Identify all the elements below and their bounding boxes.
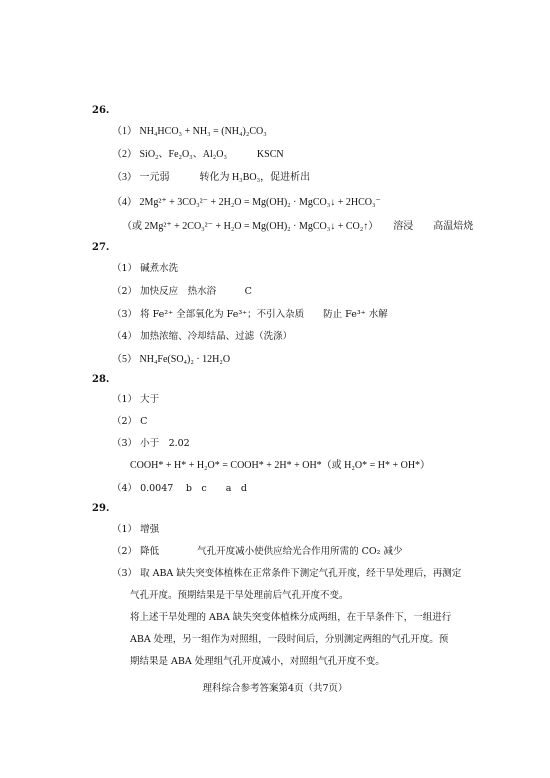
q28-part-4: （4） 0.0047 b c a d xyxy=(112,483,247,494)
q27-part-1: （1） 碱煮水洗 xyxy=(112,263,179,274)
q26-part-3: （3） 一元弱 转化为 H₃BO₃，促进析出 xyxy=(112,172,311,183)
question-29-number: 29. xyxy=(92,503,110,514)
q29-part-3-line-4: ABA 处理，另一组作为对照组，一段时间后，分别测定两组的气孔开度。预 xyxy=(130,634,449,645)
q28-part-1: （1） 大于 xyxy=(112,394,160,405)
q26-part-4-alt: （或 2Mg²⁺ + 2CO₃²⁻ + H₂O = Mg(OH)₂ · MgCO₃↓ + CO₂↑） 溶浸 高温焙烧 xyxy=(122,221,474,232)
q26-part-4: （4） 2Mg²⁺ + 3CO₃²⁻ + 2H₂O = Mg(OH)₂ · MgCO₃↓ + 2HCO₃⁻ xyxy=(112,197,381,208)
q29-part-3-line-3: 将上述干旱处理的 ABA 缺失突变体植株分成两组，在干旱条件下，一组进行 xyxy=(130,612,452,623)
q26-part-2: （2） SiO₂、Fe₂O₃、Al₂O₃ KSCN xyxy=(112,149,284,160)
q29-part-1: （1） 增强 xyxy=(112,524,160,535)
q29-part-3-line-2: 气孔开度。预期结果是干旱处理前后气孔开度不变。 xyxy=(130,590,349,601)
q27-part-2: （2） 加快反应 热水浴 C xyxy=(112,286,252,297)
q27-part-5: （5） NH₄Fe(SO₄)₂ · 12H₂O xyxy=(112,354,231,365)
q27-part-3: （3） 将 Fe²⁺ 全部氧化为 Fe³⁺；不引入杂质 防止 Fe³⁺ 水解 xyxy=(112,309,388,320)
q29-part-3-line-5: 期结果是 ABA 处理组气孔开度减小，对照组气孔开度不变。 xyxy=(130,656,385,667)
page-footer: 理科综合参考答案第4页（共7页） xyxy=(202,683,348,694)
question-28-number: 28. xyxy=(92,374,110,385)
q29-part-2: （2） 降低 气孔开度减小使供应给光合作用所需的 CO₂ 减少 xyxy=(112,546,403,557)
q29-part-3-line-1: （3） 取 ABA 缺失突变体植株在正常条件下测定气孔开度，经干旱处理后，再测定 xyxy=(112,568,462,579)
q27-part-4: （4） 加热浓缩、冷却结晶、过滤（洗涤） xyxy=(112,331,293,342)
question-26-number: 26. xyxy=(92,105,110,116)
q28-part-3-equation: COOH* + H* + H₂O* = COOH* + 2H* + OH*（或 H₂O* = H* + OH*） xyxy=(130,460,431,471)
q28-part-3: （3） 小于 2.02 xyxy=(112,438,190,449)
q28-part-2: （2） C xyxy=(112,416,148,427)
question-27-number: 27. xyxy=(92,242,110,253)
q26-part-1: （1） NH₄HCO₃ + NH₃ = (NH₄)₂CO₃ xyxy=(112,126,267,137)
